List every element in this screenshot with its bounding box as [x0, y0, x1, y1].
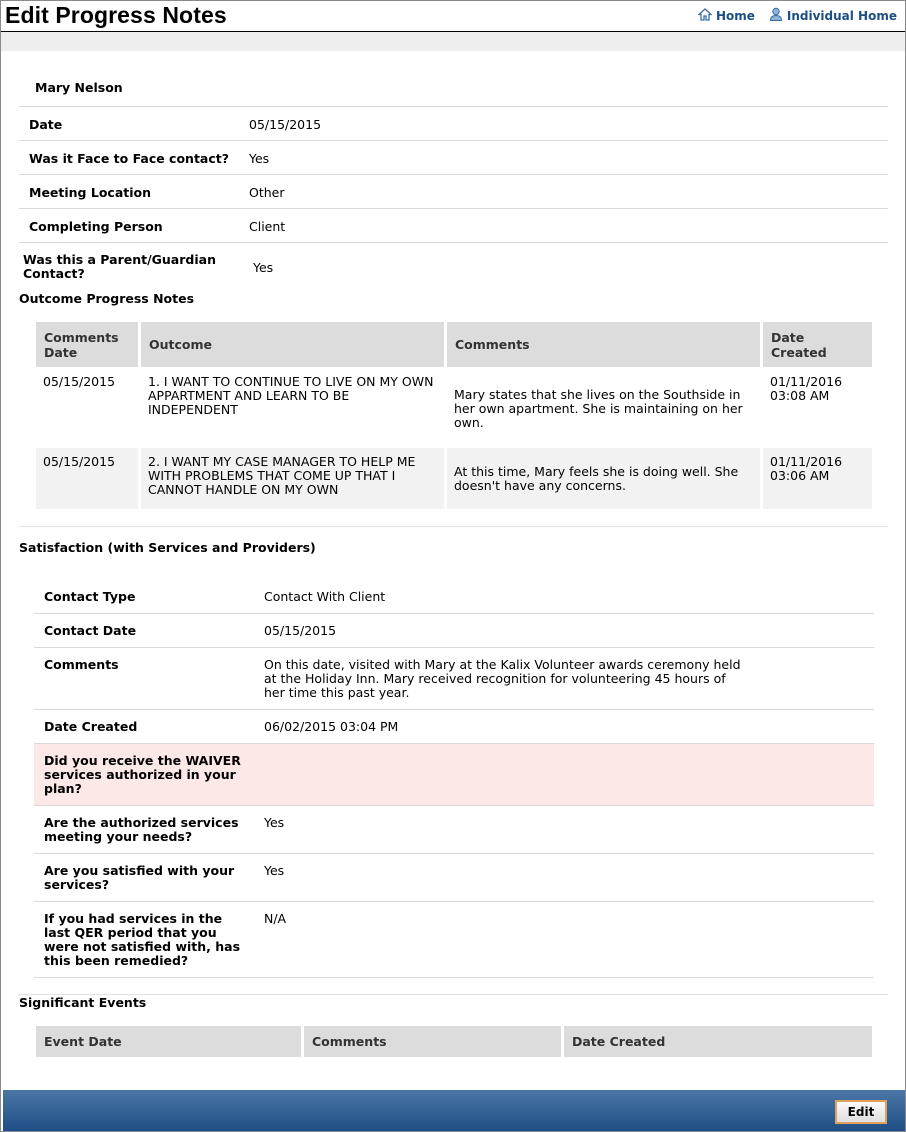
column-header: Event Date [36, 1026, 301, 1057]
sat-row-contact-date [34, 614, 874, 648]
field-row-completing-person [19, 209, 888, 243]
title-underband [1, 32, 905, 51]
outcome-section-heading: Outcome Progress Notes [19, 291, 195, 306]
home-icon [698, 8, 712, 24]
table-cell-comments: Mary states that she lives on the Southside in her own apartment. She is maintaining on her own. [454, 387, 743, 430]
sat-row-comments [34, 648, 874, 710]
field-value: 05/15/2015 [264, 623, 337, 638]
field-value: Contact With Client [264, 589, 386, 604]
table-cell-date-created: 01/11/2016 03:08 AM [770, 374, 843, 403]
field-label: Date Created [44, 719, 138, 734]
table-cell-outcome: 1. I WANT TO CONTINUE TO LIVE ON MY OWN APPARTMENT AND LEARN TO BE INDEPENDENT [148, 374, 434, 417]
edit-button[interactable]: Edit [835, 1100, 887, 1124]
field-label: Was it Face to Face contact? [29, 151, 229, 166]
field-row-date [19, 107, 888, 141]
table-cell-comments-date: 05/15/2015 [36, 448, 138, 509]
field-label: Meeting Location [29, 185, 151, 200]
field-value-parent-guardian: Yes [253, 260, 274, 275]
field-value: Client [249, 219, 286, 234]
table-cell-date-created: 01/11/2016 03:06 AM [763, 448, 872, 509]
sat-row-waiver-highlight [34, 744, 874, 806]
field-label: Completing Person [29, 219, 163, 234]
field-value: N/A [264, 911, 287, 926]
field-label: Contact Date [44, 623, 137, 638]
divider [19, 526, 888, 527]
field-value: 06/02/2015 03:04 PM [264, 719, 399, 734]
field-label-parent-guardian: Was this a Parent/Guardian Contact? [23, 252, 216, 281]
table-cell-outcome: 2. I WANT MY CASE MANAGER TO HELP ME WITH PROBLEMS THAT COME UP THAT I CANNOT HANDLE ON MY OWN [141, 448, 444, 509]
field-value: Other [249, 185, 285, 200]
field-row-face-to-face [19, 141, 888, 175]
sat-row-date-created [34, 710, 874, 744]
table-cell-comments: At this time, Mary feels she is doing well. She doesn't have any concerns. [447, 448, 760, 509]
column-header: Comments Date [36, 322, 138, 367]
table-cell-comments-date: 05/15/2015 [43, 374, 116, 389]
person-name: Mary Nelson [35, 80, 123, 95]
column-header: Comments [447, 322, 760, 367]
field-row-meeting-location [19, 175, 888, 209]
field-label: Did you receive the WAIVER services authorized in your plan? [44, 753, 241, 796]
field-value: On this date, visited with Mary at the Kalix Volunteer awards ceremony held at the Holiday Inn. Mary received recognition for volunteering 45 hours of her time this past year. [264, 657, 741, 700]
home-link-label: Home [715, 8, 755, 23]
sat-row-meeting-needs [34, 806, 874, 854]
field-label: Are you satisfied with your services? [44, 863, 235, 892]
sat-row-satisfied [34, 854, 874, 902]
satisfaction-section-heading: Satisfaction (with Services and Providers) [19, 540, 316, 555]
individual-home-link-label: Individual Home [786, 8, 897, 23]
title-bar [1, 1, 905, 32]
footer-bar [3, 1090, 905, 1131]
column-header: Date Created [763, 322, 872, 367]
person-icon [769, 7, 783, 24]
field-label: Are the authorized services meeting your needs? [44, 815, 239, 844]
sat-row-remedied [34, 902, 874, 978]
column-header: Outcome [141, 322, 444, 367]
field-value: Yes [249, 151, 270, 166]
field-value: Yes [264, 815, 285, 830]
column-header: Date Created [564, 1026, 872, 1057]
events-section-heading: Significant Events [19, 995, 147, 1010]
field-value: Yes [264, 863, 285, 878]
individual-home-link[interactable] [769, 7, 897, 24]
sat-row-contact-type [34, 580, 874, 614]
field-label: Contact Type [44, 589, 136, 604]
page-title: Edit Progress Notes [5, 2, 227, 28]
top-links [698, 7, 897, 24]
column-header: Comments [304, 1026, 561, 1057]
divider [19, 994, 888, 995]
home-link[interactable] [698, 7, 755, 24]
field-label: Comments [44, 657, 119, 672]
field-label: If you had services in the last QER period that you were not satisfied with, has this been remedied? [44, 911, 241, 968]
field-value: 05/15/2015 [249, 117, 322, 132]
field-label: Date [29, 117, 63, 132]
